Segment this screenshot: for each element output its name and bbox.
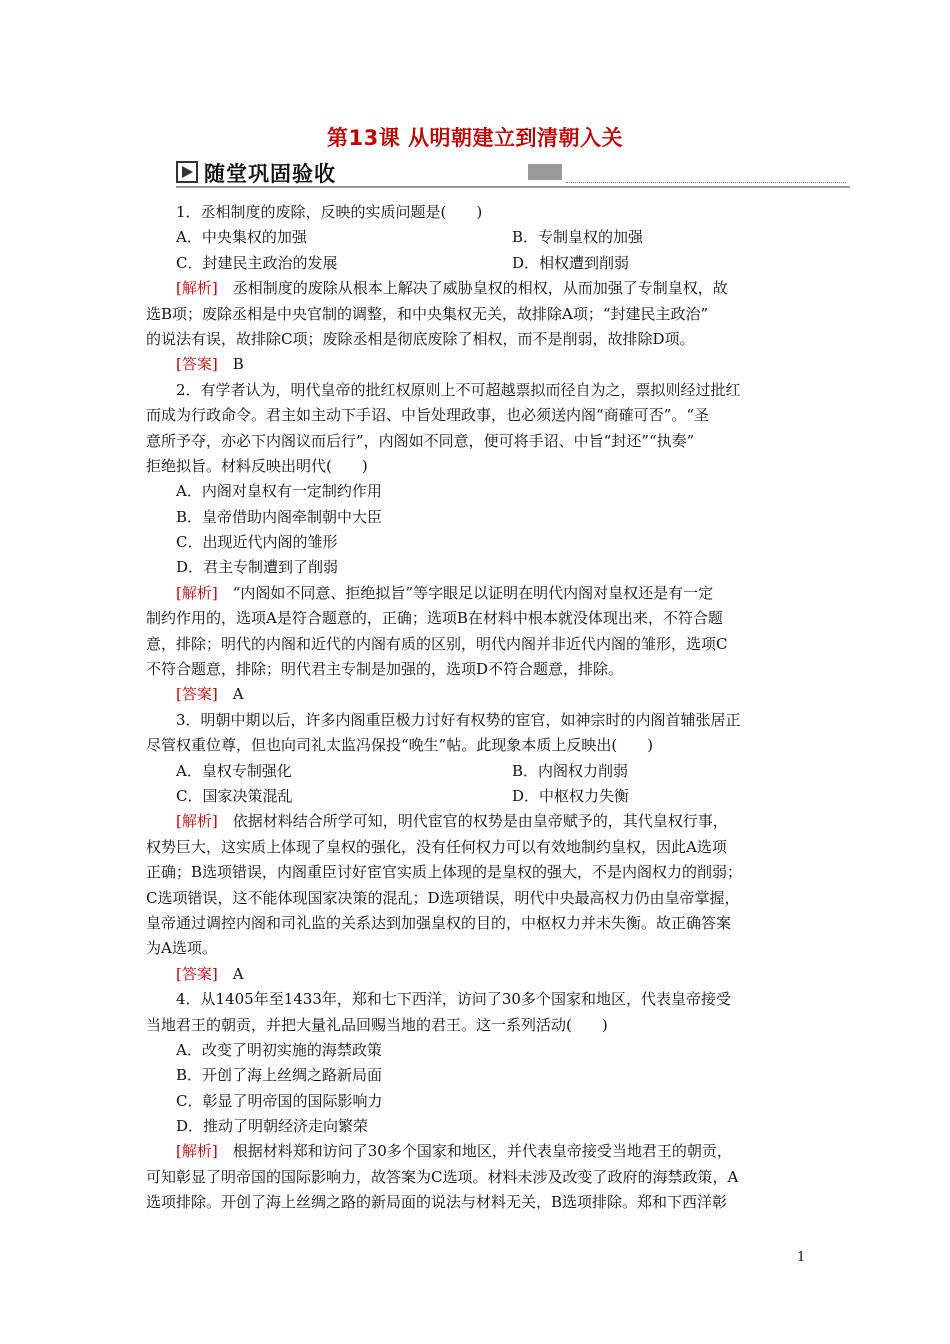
q2-option-a: A．内阁对皇权有一定制约作用 [176, 482, 382, 501]
q4-stem-line-1: 4．从1405年至1433年，郑和七下西洋，访问了30多个国家和地区，代表皇帝接受 [176, 990, 731, 1009]
q4-option-d: D．推动了明朝经济走向繁荣 [176, 1117, 369, 1136]
q1-answer [146, 352, 811, 377]
page-title: 第13课 从明朝建立到清朝入关 [326, 126, 624, 150]
q3-analysis-line-6: 为A选项。 [146, 939, 217, 958]
section-rule [176, 186, 850, 188]
q4-analysis-tag: [解析] [176, 1142, 218, 1161]
q3-stem-line-2: 尽管权重位尊，但也向司礼太监冯保投“晚生”帖。此现象本质上反映出( ) [146, 736, 654, 755]
q2-answer-tag: [答案] [176, 685, 218, 704]
page-number: 1 [797, 1250, 806, 1265]
q2-stem-line-4: 拒绝拟旨。材料反映出明代( ) [146, 456, 368, 475]
q2-analysis-line-1 [146, 581, 811, 606]
question-3-options-row1 [146, 759, 811, 784]
q1-analysis-line-3: 的说法有误，故排除C项；废除丞相是彻底废除了相权，而不是削弱，故排除D项。 [146, 329, 695, 348]
q2-answer [146, 682, 811, 707]
q2-analysis-line-3: 意，排除；明代的内阁和近代的内阁有质的区别，明代内阁并非近代内阁的雏形，选项C [146, 634, 728, 653]
question-3-options-row2 [146, 784, 811, 809]
q4-option-b: B．开创了海上丝绸之路新局面 [176, 1066, 383, 1085]
q3-answer-tag: [答案] [176, 964, 218, 983]
q2-option-b: B．皇帝借助内阁牵制朝中大臣 [176, 507, 383, 526]
section-header [176, 158, 850, 188]
q2-stem-line-2: 而成为行政命令。君主如主动下手诏、中旨处理政事，也必须送内阁“商確可否”。“圣 [146, 406, 710, 425]
q1-analysis-line-1 [146, 276, 811, 301]
q1-analysis-tag: [解析] [176, 279, 218, 298]
q3-option-d: D．中枢权力失衡 [512, 786, 630, 805]
arrow-box-icon [176, 161, 198, 183]
q2-analysis-line-4: 不符合题意，排除；明代君主专制是加强的，选项D不符合题意，排除。 [146, 660, 624, 679]
q4-analysis-line-2: 可知彰显了明帝国的国际影响力，故答案为C选项。材料未涉及改变了政府的海禁政策，A [146, 1167, 739, 1186]
document-body [146, 200, 811, 1216]
q2-analysis-line-2: 制约作用的，选项A是符合题意的，正确；选项B在材料中根本就没体现出来，不符合题 [146, 609, 723, 628]
q2-stem-line-3: 意所予夺，亦必下内阁议而后行”，内阁如不同意，便可将手诏、中旨“封还”“执奏” [146, 431, 695, 450]
q1-analysis-line-2: 选B项；废除丞相是中央官制的调整，和中央集权无关，故排除A项；“封建民主政治” [146, 304, 709, 323]
q3-analysis-tag: [解析] [176, 812, 218, 831]
q4-analysis-line-1 [146, 1139, 811, 1164]
question-1-options-row2 [146, 251, 811, 276]
q4-analysis-line-3: 选项排除。开创了海上丝绸之路的新局面的说法与材料无关，B选项排除。郑和下西洋彰 [146, 1193, 728, 1212]
q3-stem-line-1: 3．明朝中期以后，许多内阁重臣极力讨好有权势的宦官，如神宗时的内阁首辅张居正 [176, 710, 741, 729]
question-1-options-row1 [146, 225, 811, 250]
q1-option-b: B．专制皇权的加强 [512, 228, 644, 247]
q3-analysis-line-5: 皇帝通过调控内阁和司礼监的关系达到加强皇权的目的，中枢权力并未失衡。故正确答案 [146, 913, 732, 932]
q1-answer-tag: [答案] [176, 355, 218, 374]
q3-answer [146, 962, 811, 987]
section-label: 随堂巩固验收 [204, 162, 336, 186]
q3-analysis-line-1 [146, 809, 811, 834]
q1-option-d: D．相权遭到削弱 [512, 253, 630, 272]
q2-stem-line-1: 2．有学者认为，明代皇帝的批红权原则上不可超越票拟而径自为之，票拟则经过批红 [176, 380, 741, 399]
q2-analysis-tag: [解析] [176, 583, 218, 602]
q3-option-c: C．国家决策混乱 [176, 786, 293, 805]
q1-option-a: A．中央集权的加强 [176, 228, 307, 247]
q1-option-c: C．封建民主政治的发展 [176, 253, 338, 272]
q3-analysis-line-4: C选项错误，这不能体现国家决策的混乱；D选项错误，明代中央最高权力仍由皇帝掌握， [146, 888, 740, 907]
q3-analysis-line-2: 权势巨大，这实质上体现了皇权的强化，没有任何权力可以有效地制约皇权，因此A选项 [146, 837, 727, 856]
q3-analysis-text-1: 依据材料结合所学可知，明代宦官的权势是由皇帝赋予的，其代皇权行事， [232, 812, 728, 831]
q4-stem-line-2: 当地君王的朝贡，并把大量礼品回赐当地的君王。这一系列活动( ) [146, 1015, 608, 1034]
q2-option-d: D．君主专制遭到了削弱 [176, 558, 339, 577]
q1-analysis-text-1: 丞相制度的废除从根本上解决了威胁皇权的相权，从而加强了专制皇权，故 [232, 279, 728, 298]
q3-option-a: A．皇权专制强化 [176, 761, 292, 780]
q2-answer-value: A [232, 685, 244, 704]
section-decoration [528, 164, 562, 180]
q2-option-c: C．出现近代内阁的雏形 [176, 533, 338, 552]
section-dotted-line [566, 182, 846, 183]
q4-option-c: C．彰显了明帝国的国际影响力 [176, 1091, 383, 1110]
q1-answer-value: B [232, 355, 244, 374]
q3-analysis-line-3: 正确；B选项错误，内阁重臣讨好宦官实质上体现的是皇权的强大，不是内阁权力的削弱； [146, 863, 743, 882]
q4-analysis-text-1: 根据材料郑和访问了30多个国家和地区，并代表皇帝接受当地君王的朝贡， [232, 1142, 732, 1161]
q3-answer-value: A [232, 964, 244, 983]
q2-analysis-text-1: “内阁如不同意、拒绝拟旨”等字眼足以证明在明代内阁对皇权还是有一定 [232, 583, 714, 602]
q3-option-b: B．内阁权力削弱 [512, 761, 629, 780]
question-1-stem: 1．丞相制度的废除，反映的实质问题是( ) [176, 203, 483, 221]
q4-option-a: A．改变了明初实施的海禁政策 [176, 1040, 382, 1059]
